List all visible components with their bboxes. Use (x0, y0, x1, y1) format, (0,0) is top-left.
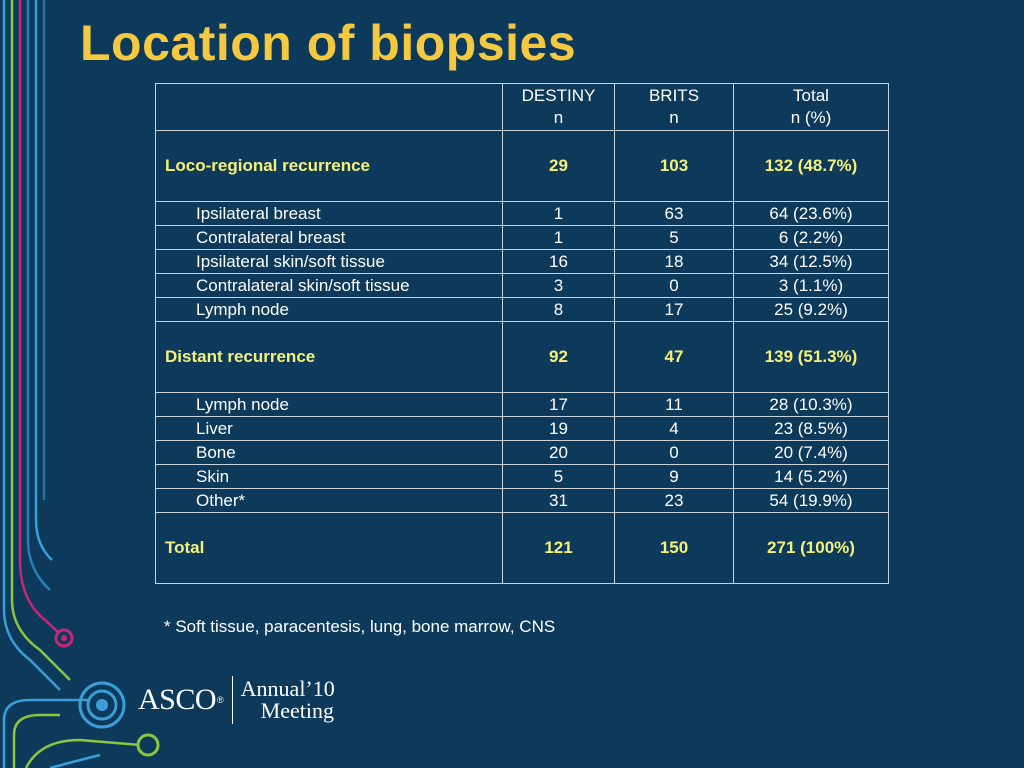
row-label: Ipsilateral breast (156, 202, 503, 226)
table-group-row (156, 322, 889, 393)
brits-count: 0 (615, 274, 734, 298)
destiny-count: 3 (503, 274, 615, 298)
slide-title: Location of biopsies (80, 15, 577, 71)
meeting-label: Meeting (260, 698, 334, 723)
header-label: Total (793, 86, 829, 105)
row-label: Distant recurrence (156, 322, 503, 393)
table-group-row (156, 513, 889, 584)
brits-count: 18 (615, 250, 734, 274)
header-label: DESTINY (521, 86, 596, 105)
header-label: BRITS (648, 86, 700, 105)
header-cell-destiny (503, 84, 615, 131)
table-row (156, 274, 889, 298)
destiny-count: 121 (503, 513, 615, 584)
brits-count: 9 (615, 465, 734, 489)
total-count: 64 (23.6%) (734, 202, 889, 226)
table-group-row (156, 131, 889, 202)
destiny-count: 29 (503, 131, 615, 202)
row-label: Loco-regional recurrence (156, 131, 503, 202)
header-sublabel: n (669, 108, 679, 127)
table-row (156, 298, 889, 322)
row-label: Liver (156, 417, 503, 441)
table-row (156, 226, 889, 250)
table-row (156, 441, 889, 465)
brits-count: 103 (615, 131, 734, 202)
total-count: 28 (10.3%) (734, 393, 889, 417)
total-count: 25 (9.2%) (734, 298, 889, 322)
destiny-count: 92 (503, 322, 615, 393)
brits-count: 150 (615, 513, 734, 584)
total-count: 3 (1.1%) (734, 274, 889, 298)
brits-count: 63 (615, 202, 734, 226)
registered-mark: ® (217, 695, 224, 705)
annual-label: Annual’10 (240, 676, 335, 701)
brits-count: 23 (615, 489, 734, 513)
annual-meeting-wordmark (241, 678, 335, 722)
brits-count: 17 (615, 298, 734, 322)
brits-count: 0 (615, 441, 734, 465)
asco-wordmark: ASCO (138, 683, 217, 716)
header-cell-empty (156, 84, 503, 131)
row-label: Contralateral skin/soft tissue (156, 274, 503, 298)
table-row (156, 250, 889, 274)
destiny-count: 31 (503, 489, 615, 513)
header-sublabel: n (%) (790, 108, 832, 127)
total-count: 14 (5.2%) (734, 465, 889, 489)
total-count: 23 (8.5%) (734, 417, 889, 441)
total-count: 271 (100%) (734, 513, 889, 584)
brits-count: 47 (615, 322, 734, 393)
brits-count: 5 (615, 226, 734, 250)
total-count: 6 (2.2%) (734, 226, 889, 250)
table-row (156, 202, 889, 226)
row-label: Contralateral breast (156, 226, 503, 250)
table-header-row (156, 84, 889, 131)
row-label: Lymph node (156, 393, 503, 417)
total-count: 34 (12.5%) (734, 250, 889, 274)
destiny-count: 19 (503, 417, 615, 441)
row-label: Lymph node (156, 298, 503, 322)
destiny-count: 16 (503, 250, 615, 274)
destiny-count: 17 (503, 393, 615, 417)
table-row (156, 489, 889, 513)
row-label: Other* (156, 489, 503, 513)
total-count: 139 (51.3%) (734, 322, 889, 393)
total-count: 54 (19.9%) (734, 489, 889, 513)
biopsy-location-table (155, 83, 889, 584)
table-row (156, 417, 889, 441)
total-count: 132 (48.7%) (734, 131, 889, 202)
destiny-count: 8 (503, 298, 615, 322)
destiny-count: 1 (503, 202, 615, 226)
header-cell-brits (615, 84, 734, 131)
row-label: Ipsilateral skin/soft tissue (156, 250, 503, 274)
row-label: Total (156, 513, 503, 584)
destiny-count: 5 (503, 465, 615, 489)
destiny-count: 1 (503, 226, 615, 250)
table-row (156, 393, 889, 417)
table-row (156, 465, 889, 489)
brits-count: 11 (615, 393, 734, 417)
total-count: 20 (7.4%) (734, 441, 889, 465)
row-label: Bone (156, 441, 503, 465)
row-label: Skin (156, 465, 503, 489)
footnote: * Soft tissue, paracentesis, lung, bone marrow, CNS (164, 617, 556, 636)
header-sublabel: n (553, 108, 564, 127)
logo-divider (232, 676, 233, 724)
destiny-count: 20 (503, 441, 615, 465)
asco-annual-meeting-logo (138, 672, 335, 728)
brits-count: 4 (615, 417, 734, 441)
header-cell-total (734, 84, 889, 131)
